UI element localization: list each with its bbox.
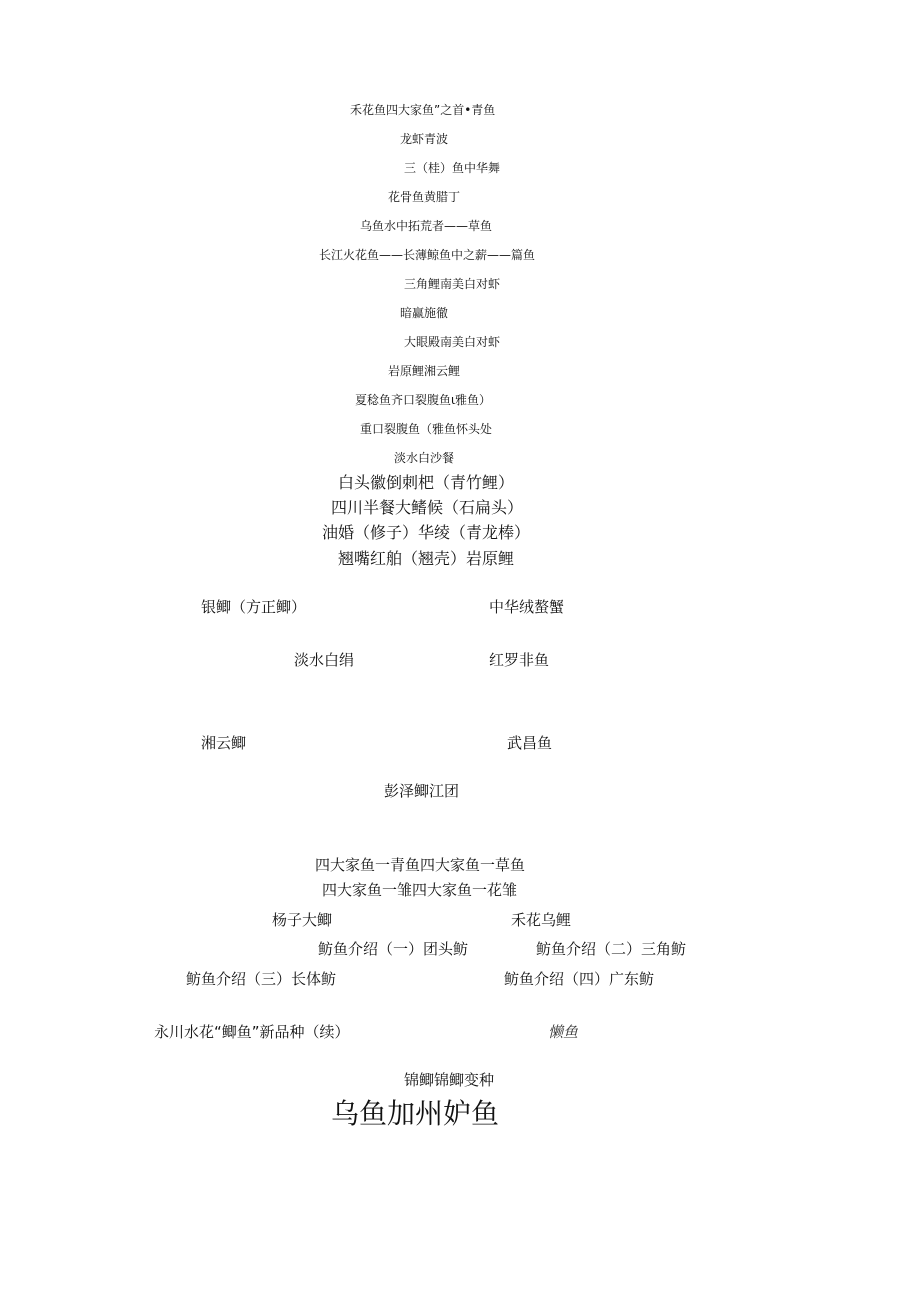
heading-wuyu-jiazhou: 乌鱼加州妒鱼 <box>331 1097 500 1130</box>
entry-fang-4: 鲂鱼介绍（四）广东鲂 <box>504 970 655 988</box>
toc-line-10: 岩原鲤湘云鲤 <box>388 364 461 378</box>
entry-baijuan: 淡水白绢 <box>294 651 355 669</box>
toc-line-4: 花骨鱼黄腊丁 <box>388 190 461 204</box>
toc-line-6: 长江火花鱼——长薄鲸鱼中之薪——篇鱼 <box>319 248 536 262</box>
toc-medium-line-4: 翘嘴红舶（翘壳）岩原鲤 <box>338 549 515 568</box>
entry-xiangyunji: 湘云鲫 <box>201 734 247 752</box>
toc-line-7: 三角鲤南美白对虾 <box>404 277 501 291</box>
entry-yangzidaji: 杨子大鲫 <box>272 911 333 929</box>
entry-four-carps-2: 四大家鱼一雏四大家鱼一花雏 <box>322 881 518 899</box>
entry-fang-1: 鲂鱼介绍（一）团头鲂 <box>318 940 469 958</box>
toc-line-8: 暗赢施徹 <box>400 306 449 320</box>
entry-lanyu: 懒鱼 <box>548 1023 579 1041</box>
entry-fang-2: 鲂鱼介绍（二）三角鲂 <box>536 940 687 958</box>
entry-four-carps-1: 四大家鱼一青鱼四大家鱼一草鱼 <box>315 856 526 874</box>
entry-tilapia: 红罗非鱼 <box>489 651 550 669</box>
entry-jinji: 锦鲫锦鲫变种 <box>404 1071 495 1089</box>
toc-line-1: 禾花鱼四大家鱼”之首•青鱼 <box>350 103 496 117</box>
entry-hehuawuli: 禾花乌鲤 <box>511 911 572 929</box>
toc-line-2: 龙虾青波 <box>400 132 449 146</box>
toc-line-3: 三（桂）鱼中华舞 <box>404 161 501 175</box>
entry-fang-3: 鲂鱼介绍（三）长体鲂 <box>186 970 337 988</box>
entry-wuchangyu: 武昌鱼 <box>507 734 553 752</box>
toc-line-9: 大眼殿南美白对虾 <box>404 335 501 349</box>
toc-line-13: 淡水白沙餐 <box>394 451 455 465</box>
toc-medium-line-2: 四川半餐大鳍候（石扁头） <box>331 498 524 517</box>
entry-pengzeji: 彭泽鲫江团 <box>384 782 460 800</box>
toc-line-5: 乌鱼水中拓荒者——草鱼 <box>360 219 493 233</box>
entry-yongchuan: 永川水花“鲫鱼”新品种（续） <box>154 1023 350 1041</box>
entry-yinji: 银鲫（方正鲫） <box>201 598 307 616</box>
toc-medium-line-1: 白头徽倒刺杷（青竹鲤） <box>338 473 515 492</box>
toc-medium-line-3: 油婚（修子）华绫（青龙棒） <box>322 523 531 542</box>
toc-line-12: 重口裂腹鱼（雅鱼怀头处 <box>360 422 493 436</box>
entry-crab: 中华绒螯蟹 <box>489 598 565 616</box>
toc-line-11: 夏稔鱼齐口裂腹鱼ι雅鱼） <box>355 393 492 407</box>
